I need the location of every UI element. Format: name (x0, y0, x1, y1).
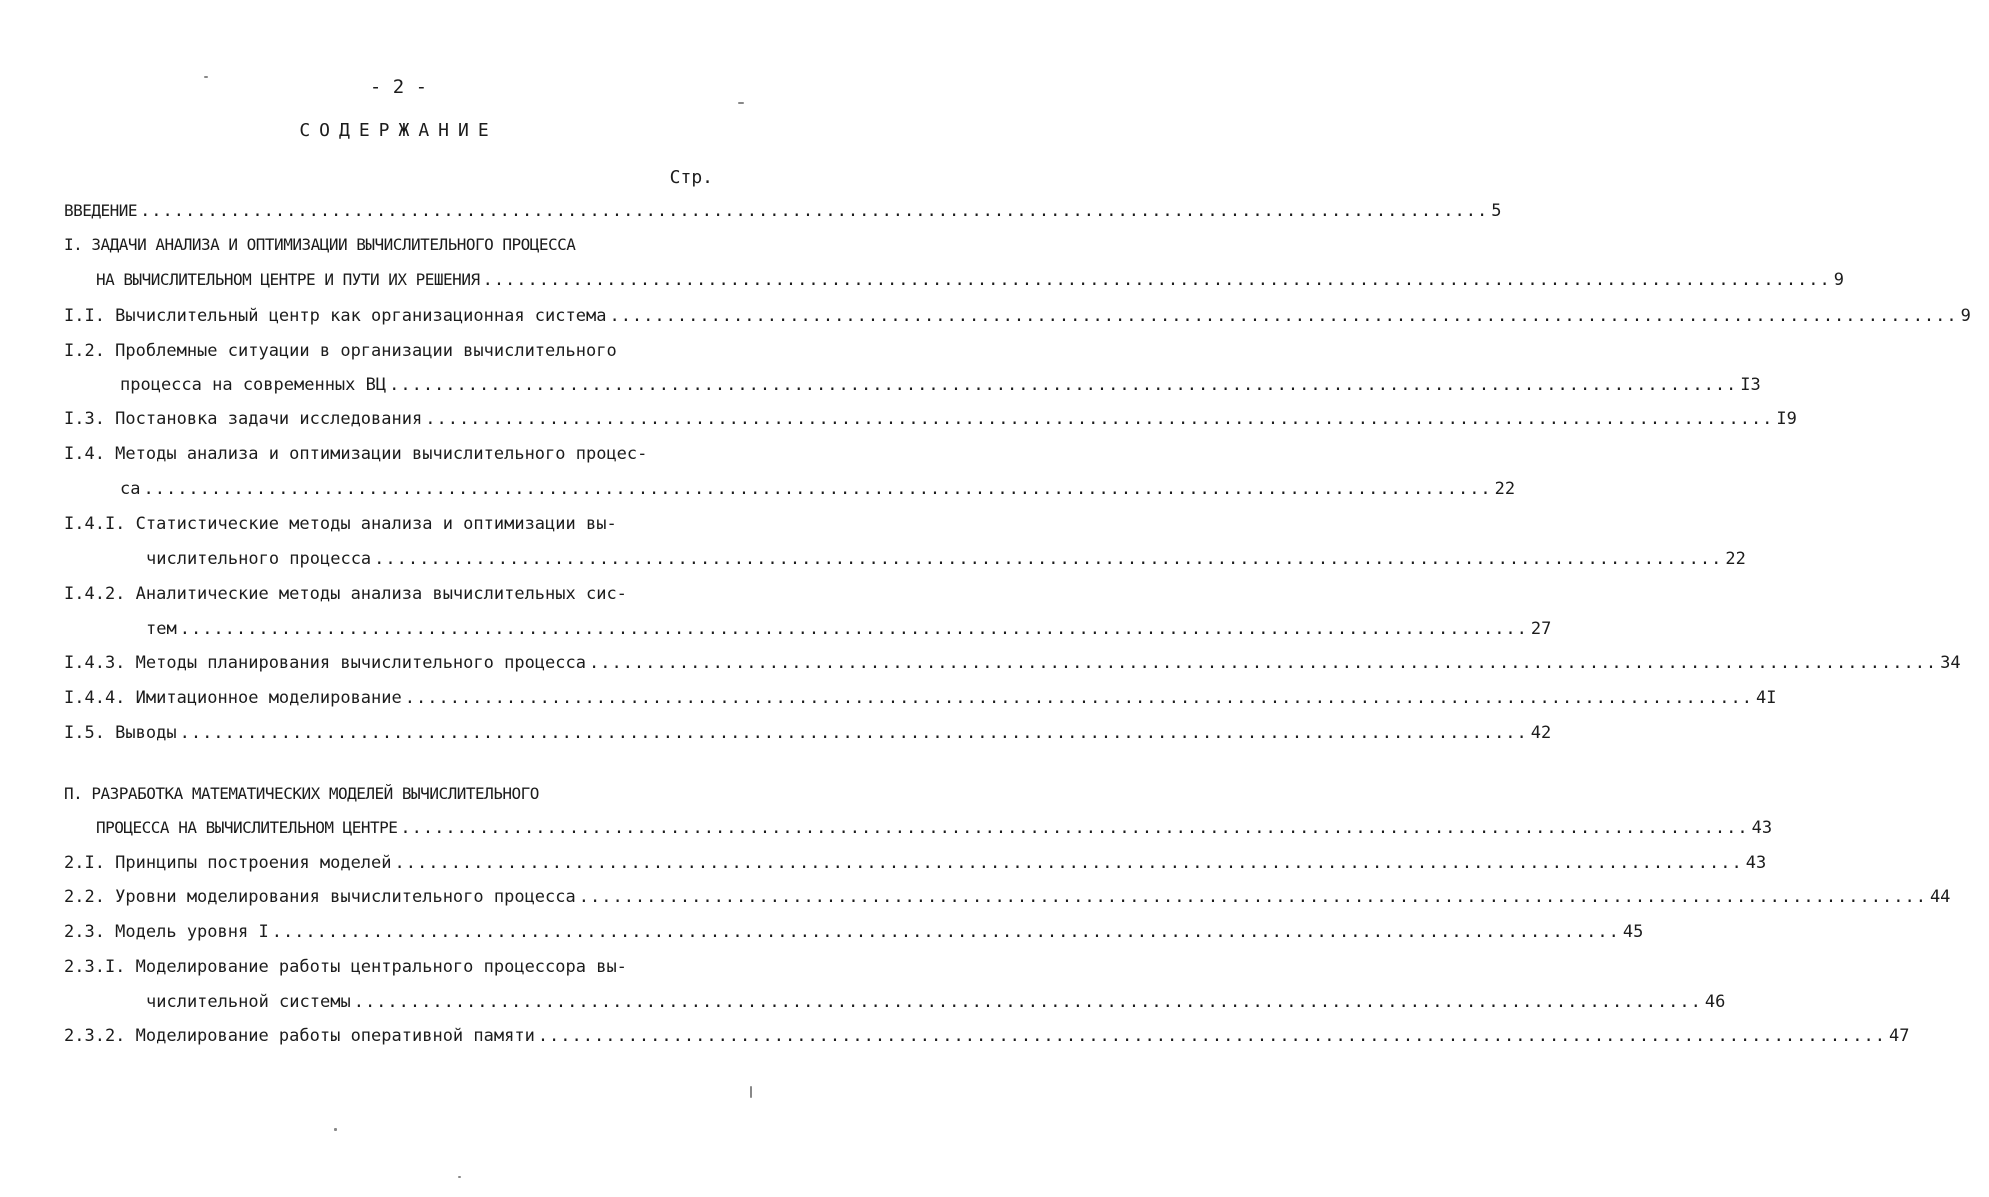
toc-entry-page: 44 (1929, 887, 1951, 907)
toc-entry-page: 34 (1940, 653, 1961, 673)
toc-entry-title: 2.3.2. Моделирование работы оперативной памяти (64, 1026, 535, 1046)
toc-entry (64, 198, 1502, 224)
scan-speck (204, 76, 208, 78)
dot-leader: ........................................................................................................................ (143, 479, 1492, 499)
dot-leader: ........................................................................................................................ (578, 887, 1927, 907)
toc-entry (64, 338, 712, 364)
toc-entry (64, 720, 1552, 746)
toc-entry (64, 781, 712, 807)
toc-entry-page: 5 (1491, 201, 1502, 221)
toc-entry-title: I.2. Проблемные ситуации в организации вычислительного (64, 341, 617, 361)
toc-entry (96, 815, 1773, 841)
toc-entry-title: I.I. Вычислительный центр как организационная система (64, 306, 607, 326)
toc-entry-page: I3 (1740, 375, 1761, 395)
toc-entry (64, 919, 1644, 945)
toc-entry-title: I.4.I. Статистические методы анализа и оптимизации вы- (64, 514, 617, 534)
scan-speck (750, 1086, 752, 1098)
toc-entry (64, 406, 1797, 432)
toc-entry (64, 1023, 1910, 1049)
toc-entry-title: процесса на современных ВЦ (120, 375, 387, 395)
dot-leader: ........................................................................................................................ (179, 619, 1528, 639)
dot-leader: ........................................................................................................................ (400, 818, 1749, 838)
toc-entry (146, 989, 1726, 1015)
toc-entry-title: I.4.4. Имитационное моделирование (64, 688, 402, 708)
dot-leader: ........................................................................................................................ (425, 409, 1774, 429)
toc-entry-title: тем (146, 619, 177, 639)
toc-entry (64, 650, 1961, 676)
toc-entry-title: I.3. Постановка задачи исследования (64, 409, 423, 429)
toc-entry (64, 303, 1971, 329)
toc-entry (64, 954, 712, 980)
toc-entry-title: 2.2. Уровни моделирования вычислительного процесса (64, 887, 576, 907)
toc-entry (120, 372, 1761, 398)
page-title: СОДЕРЖАНИЕ (299, 120, 498, 141)
dot-leader: ........................................................................................................................ (588, 653, 1938, 673)
toc-entry (64, 511, 712, 537)
toc-entry-page: 46 (1704, 992, 1726, 1012)
dot-leader: ........................................................................................................................ (482, 270, 1831, 290)
toc-entry-title: I. ЗАДАЧИ АНАЛИЗА И ОПТИМИЗАЦИИ ВЫЧИСЛИТЕЛЬНОГО ПРОЦЕССА (64, 235, 576, 254)
toc-entry-title: НА ВЫЧИСЛИТЕЛЬНОМ ЦЕНТРЕ И ПУТИ ИХ РЕШЕНИЯ (96, 270, 480, 289)
toc-entry-title: числительного процесса (146, 549, 372, 569)
toc-entry (96, 267, 1845, 293)
dot-leader: ........................................................................................................................ (353, 992, 1702, 1012)
toc-entry-page: 4I (1755, 688, 1777, 708)
toc-entry (64, 685, 1777, 711)
toc-entry-title: П. РАЗРАБОТКА МАТЕМАТИЧЕСКИХ МОДЕЛЕЙ ВЫЧИСЛИТЕЛЬНОГО (64, 784, 539, 803)
dot-leader: ........................................................................................................................ (404, 688, 1753, 708)
toc-entry-page: 43 (1751, 818, 1773, 838)
toc-entry-page: 45 (1622, 922, 1644, 942)
toc-entry-page: 9 (1833, 270, 1845, 290)
toc-entry (146, 546, 1746, 572)
toc-entry-page: 27 (1530, 619, 1552, 639)
dot-leader: ........................................................................................................................ (140, 201, 1489, 221)
toc-entry-title: I.5. Выводы (64, 723, 177, 743)
toc-entry-title: ПРОЦЕССА НА ВЫЧИСЛИТЕЛЬНОМ ЦЕНТРЕ (96, 818, 398, 837)
toc-entry-title: 2.3.I. Моделирование работы центрального процессора вы- (64, 957, 627, 977)
dot-leader: ........................................................................................................................ (609, 306, 1958, 326)
dot-leader: ........................................................................................................................ (179, 723, 1528, 743)
toc-entry-page: 43 (1745, 853, 1767, 873)
toc-entry-page: 22 (1725, 549, 1746, 569)
toc-entry-title: са (120, 479, 141, 499)
dot-leader: ........................................................................................................................ (389, 375, 1738, 395)
toc-entry-title: ВВЕДЕНИЕ (64, 201, 138, 220)
dot-leader: ........................................................................................................................ (394, 853, 1743, 873)
toc-entry (64, 850, 1767, 876)
toc-entry-title: I.4.2. Аналитические методы анализа вычислительных сис- (64, 584, 627, 604)
page-number: - 2 - (369, 76, 428, 98)
scan-speck (738, 102, 744, 104)
toc-entry-title: числительной системы (146, 992, 351, 1012)
scan-speck (458, 1176, 461, 1178)
toc-entry-title: 2.3. Модель уровня I (64, 922, 269, 942)
toc-entry (64, 441, 712, 467)
toc-entry-title: I.4. Методы анализа и оптимизации вычислительного процес- (64, 444, 648, 464)
dot-leader: ........................................................................................................................ (537, 1026, 1886, 1046)
toc-entry (120, 476, 1516, 502)
toc-entry-page: I9 (1776, 409, 1797, 429)
toc-entry-page: 47 (1889, 1026, 1910, 1046)
toc-entry-title: 2.I. Принципы построения моделей (64, 853, 392, 873)
dot-leader: ........................................................................................................................ (271, 922, 1620, 942)
toc-entry (64, 581, 712, 607)
page-column-header: Стр. (669, 167, 713, 188)
toc-entry (64, 884, 1951, 910)
toc-entry (146, 616, 1552, 642)
dot-leader: ........................................................................................................................ (374, 549, 1723, 569)
toc-entry-title: I.4.3. Методы планирования вычислительного процесса (64, 653, 586, 673)
toc-entry-page: 22 (1494, 479, 1516, 499)
toc-entry (64, 232, 712, 258)
toc-entry-page: 42 (1530, 723, 1552, 743)
scan-speck (334, 1128, 337, 1131)
toc-entry-page: 9 (1960, 306, 1971, 326)
